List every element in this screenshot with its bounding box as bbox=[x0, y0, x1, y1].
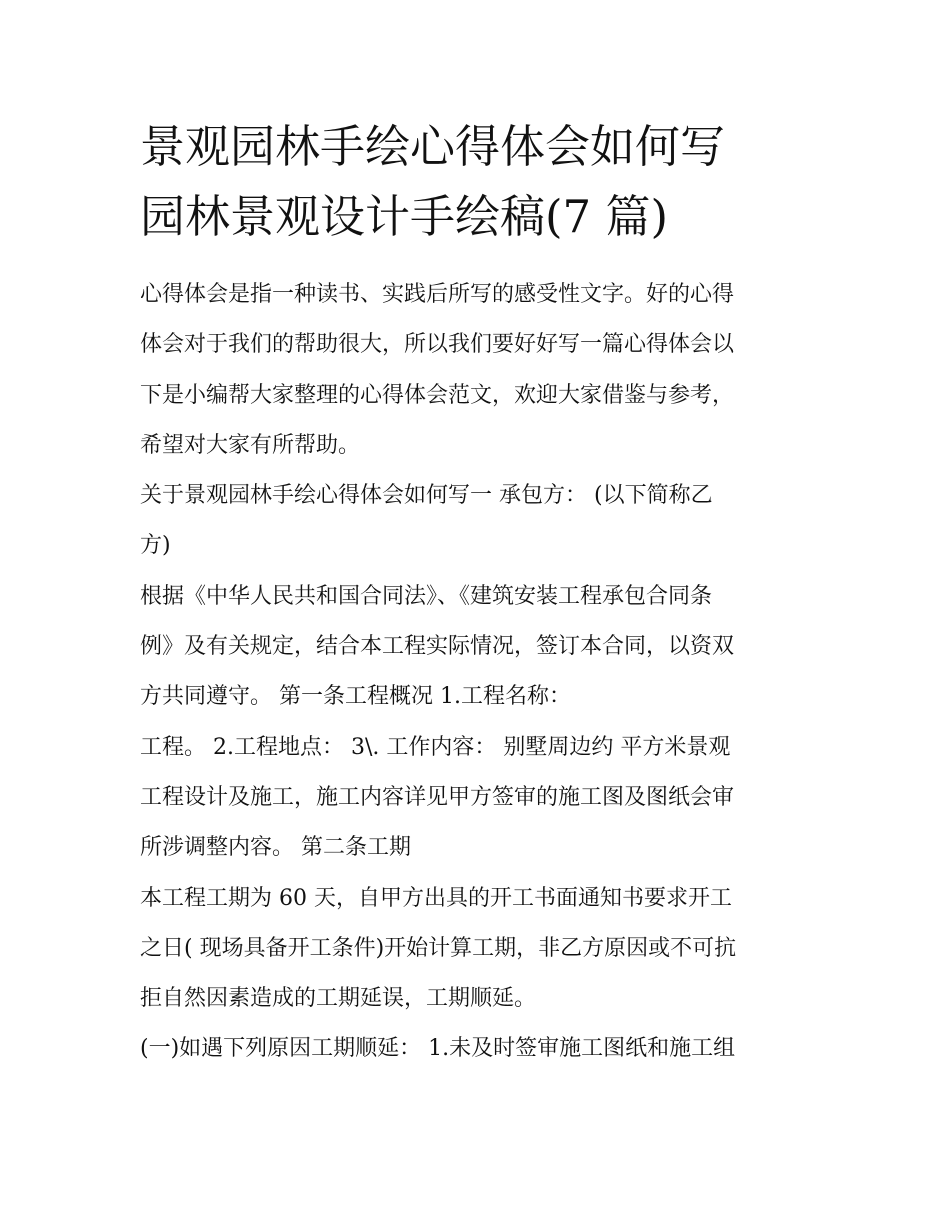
body-line: (一)如遇下列原因工期顺延： 1.未及时签审施工图纸和施工组 bbox=[140, 1036, 736, 1062]
title-line: 景观园林手绘心得体会如何写 bbox=[140, 120, 726, 173]
body-line: 本工程工期为 60 天，自甲方出具的开工书面通知书要求开工 bbox=[140, 885, 732, 911]
document-content bbox=[140, 112, 820, 1075]
body-line: 之日( 现场具备开工条件)开始计算工期，非乙方原因或不可抗 bbox=[140, 935, 737, 961]
document-body bbox=[140, 270, 820, 1075]
title-line: 园林景观设计手绘稿(7 篇) bbox=[140, 190, 669, 243]
body-line: 希望对大家有所帮助。 bbox=[140, 432, 361, 458]
body-line: 体会对于我们的帮助很大，所以我们要好好写一篇心得体会以 bbox=[140, 332, 735, 358]
document-title bbox=[140, 112, 820, 252]
body-line: 方) bbox=[140, 533, 171, 559]
body-line: 拒自然因素造成的工期延误，工期顺延。 bbox=[140, 986, 537, 1012]
body-line: 心得体会是指一种读书、实践后所写的感受性文字。好的心得 bbox=[140, 282, 735, 307]
body-line: 工程。 2.工程地点： 3\. 工作内容： 别墅周边约 平方米景观 bbox=[140, 734, 731, 760]
body-line: 根据《中华人民共和国合同法》、《建筑安装工程承包合同条 bbox=[140, 583, 713, 609]
body-line: 方共同遵守。 第一条工程概况 1.工程名称： bbox=[140, 684, 571, 710]
body-line: 关于景观园林手绘心得体会如何写一 承包方： (以下简称乙 bbox=[140, 483, 713, 509]
body-line: 工程设计及施工，施工内容详见甲方签审的施工图及图纸会审 bbox=[140, 784, 735, 810]
body-line: 下是小编帮大家整理的心得体会范文，欢迎大家借鉴与参考， bbox=[140, 382, 735, 408]
body-line: 例》及有关规定，结合本工程实际情况，签订本合同，以资双 bbox=[140, 634, 735, 660]
body-line: 所涉调整内容。 第二条工期 bbox=[140, 835, 411, 861]
